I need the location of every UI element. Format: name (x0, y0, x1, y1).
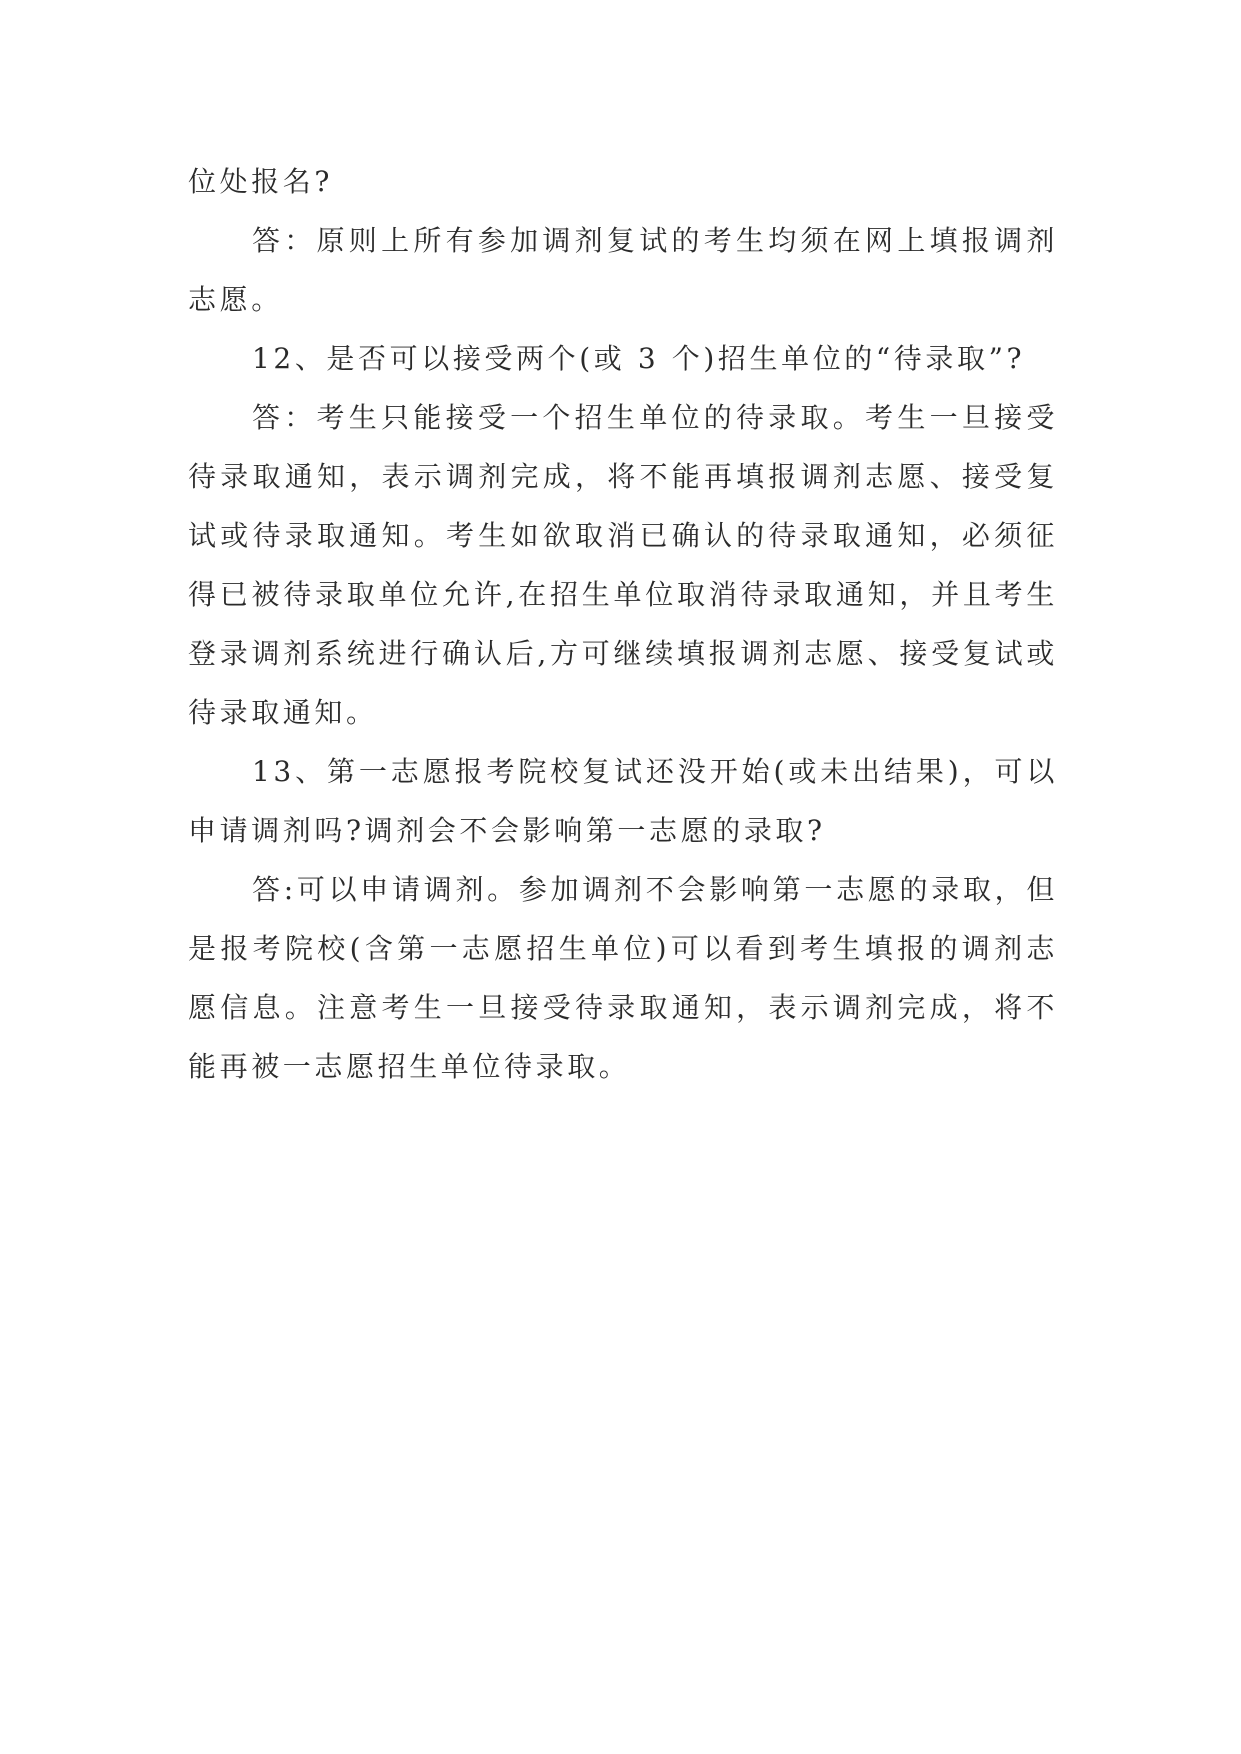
document-body (188, 152, 1058, 1096)
answer-paragraph-11: 答：原则上所有参加调剂复试的考生均须在网上填报调剂志愿。 (188, 224, 1058, 316)
paragraph-continuation: 位处报名? (188, 165, 334, 198)
answer-paragraph-12: 答：考生只能接受一个招生单位的待录取。考生一旦接受待录取通知，表示调剂完成，将不能再填报调剂志愿、接受复试或待录取通知。考生如欲取消已确认的待录取通知，必须征得已被待录取单位允许,在招生单位取消待录取通知，并且考生登录调剂系统进行确认后,方可继续填报调剂志愿、接受复试或待录取通知。 (188, 401, 1058, 729)
answer-paragraph-13: 答:可以申请调剂。参加调剂不会影响第一志愿的录取，但是报考院校(含第一志愿招生单位)可以看到考生填报的调剂志愿信息。注意考生一旦接受待录取通知，表示调剂完成，将不能再被一志愿招生单位待录取。 (188, 873, 1058, 1083)
question-paragraph-12: 12、是否可以接受两个(或 3 个)招生单位的“待录取”? (252, 342, 1026, 375)
question-paragraph-13: 13、第一志愿报考院校复试还没开始(或未出结果)，可以申请调剂吗?调剂会不会影响第一志愿的录取? (188, 755, 1058, 847)
